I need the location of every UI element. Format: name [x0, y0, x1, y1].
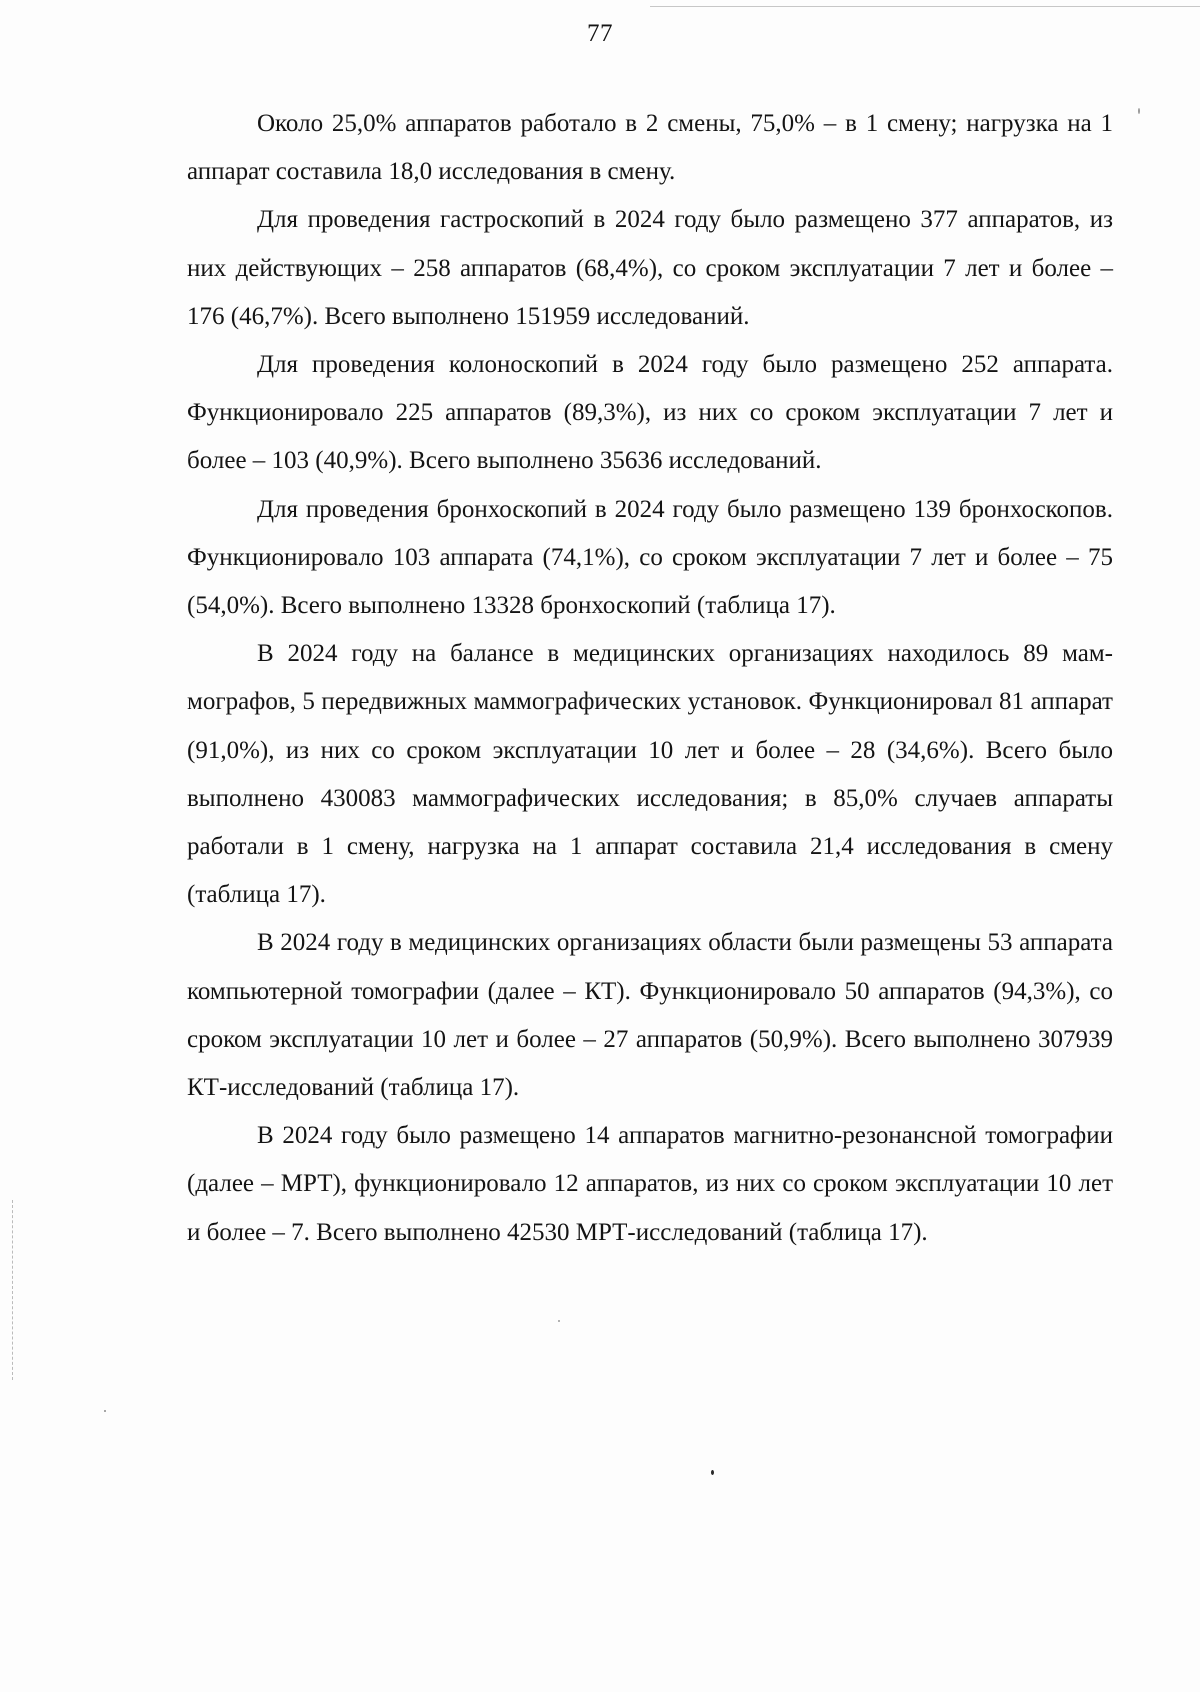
paragraph: Для проведения колоноскопий в 2024 году было размещено 252 аппарата. Функционировало 225 аппаратов (89,3%), из них со сроком эксплуатации 7 лет и более – 103 (40,9%). Всего выполнено 35636 исследований.	[187, 351, 1113, 475]
scan-edge-line	[650, 6, 1200, 7]
scan-speck	[711, 1470, 714, 1475]
paragraph: Для проведения бронхоскопий в 2024 году было размещено 139 бронхоскопов. Функционировало 103 аппарата (74,1%), со сроком эксплуатации 7 лет и более – 75 (54,0%). Всего выполнено 13328 бронхоскопий (таблица 17).	[187, 495, 1113, 620]
scan-speck	[558, 1320, 560, 1322]
paragraph: Для проведения гастроскопий в 2024 году было размещено 377 аппаратов, из них действующих – 258 аппаратов (68,4%), со сроком эксплуатации 7 лет и более – 176 (46,7%). Всего выполнено 151959 исследований.	[187, 206, 1113, 330]
paragraph: В 2024 году было размещено 14 аппаратов магнитно-резонансной томографии (далее – МРТ), функционировало 12 аппаратов, из них со сроком эксплуатации 10 лет и более – 7. Всего выполнено 42530 МРТ-исследований (таблица 17).	[187, 1122, 1113, 1246]
scan-speck	[104, 1410, 106, 1412]
paragraph: Около 25,0% аппаратов работало в 2 смены, 75,0% – в 1 смену; нагрузка на 1 аппарат составила 18,0 исследования в смену.	[187, 110, 1113, 186]
page-number: 77	[587, 20, 613, 47]
body-text	[187, 100, 1113, 1257]
scan-edge-dashes	[12, 1200, 14, 1380]
paragraph: В 2024 году на балансе в медицинских организациях находилось 89 маммографов, 5 передвижных маммографических установок. Функционировал 81 аппарат (91,0%), из них со сроком эксплуатации 10 лет и более – 28 (34,6%). Всего было выполнено 430083 маммографических исследования; в 85,0% случаев аппараты работали в 1 смену, нагрузка на 1 аппарат составила 21,4 исследования в смену (таблица 17).	[187, 640, 1113, 909]
paragraph: В 2024 году в медицинских организациях области были размещены 53 аппарата компьютерной томографии (далее – КТ). Функционировало 50 аппаратов (94,3%), со сроком эксплуатации 10 лет и более – 27 аппаратов (50,9%). Всего выполнено 307939 КТ-исследований (таблица 17).	[187, 929, 1113, 1102]
scan-speck	[1138, 108, 1140, 114]
